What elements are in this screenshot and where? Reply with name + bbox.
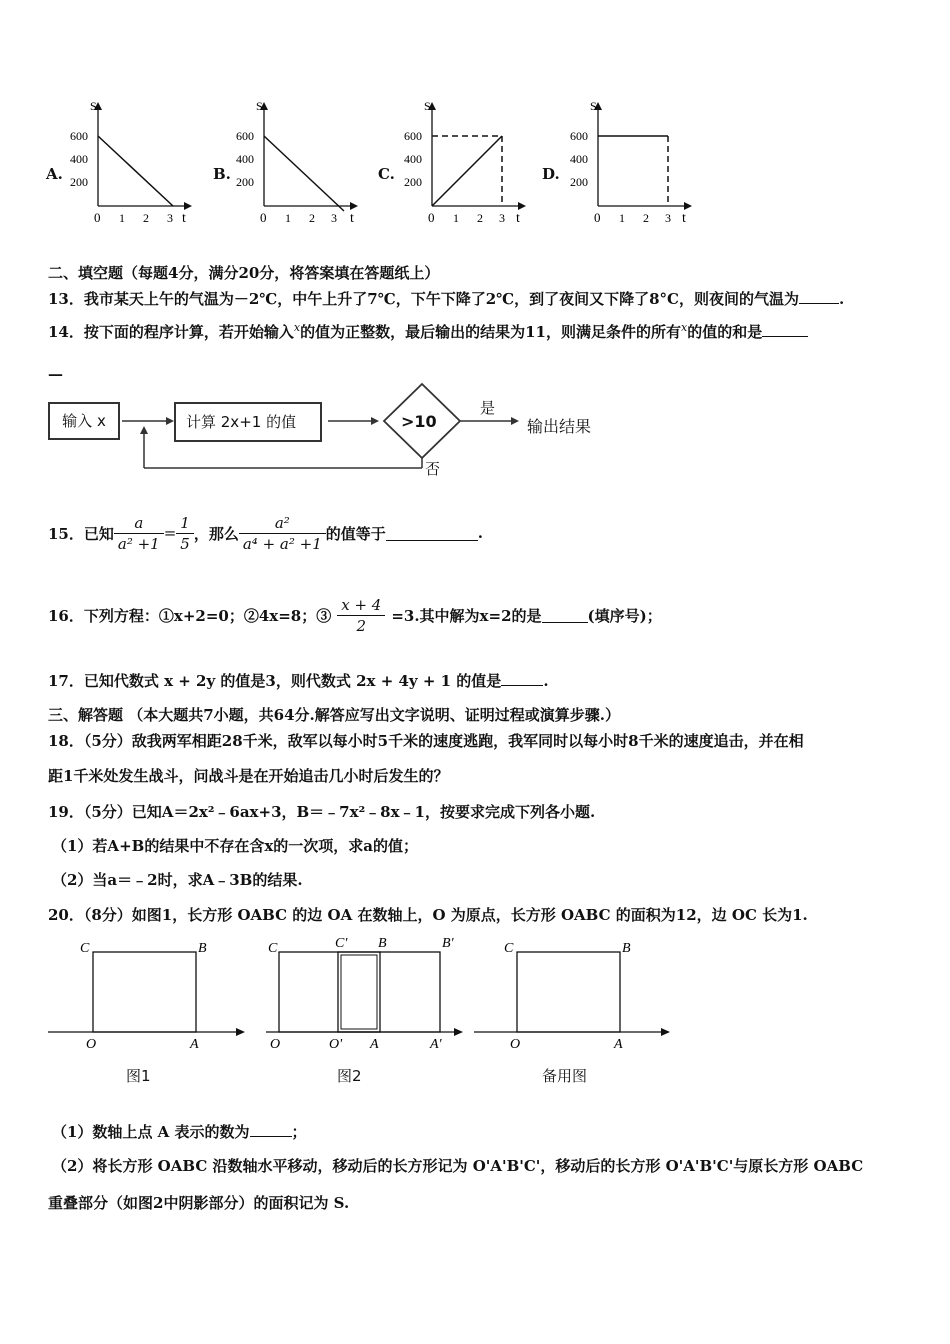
label-c-prime: C' xyxy=(335,936,348,951)
option-b-label: B. xyxy=(213,165,231,183)
axis-s: S xyxy=(590,99,597,113)
q14-part1: 14．按下面的程序计算，若开始输入 xyxy=(48,323,294,341)
q20-part2-line1: （2）将长方形 OABC 沿数轴水平移动，移动后的长方形记为 O'A'B'C'，移动后的长方形 O'A'B'C'与原长方形 OABC xyxy=(52,1157,864,1175)
question-16 xyxy=(48,585,662,645)
question-15 xyxy=(48,503,483,563)
q15-eq: = xyxy=(163,524,177,542)
flow-input-box: 输入 x xyxy=(48,402,120,440)
q16-fraction: $\frac{x + 4}{2}$ xyxy=(337,595,385,636)
answer-blank xyxy=(799,289,839,304)
option-d-label: D. xyxy=(542,165,560,183)
q15-tail: . xyxy=(477,524,484,542)
q20-part2-line2: 重叠部分（如图2中阴影部分）的面积记为 S. xyxy=(48,1194,350,1212)
answer-blank xyxy=(501,671,543,686)
q19-part1: （1）若A+B的结果中不存在含x的一次项，求a的值； xyxy=(52,837,418,855)
q19-line1: 19．（5分）已知A＝2x²﹣6ax+3，B＝﹣7x²﹣8x﹣1，按要求完成下列各小题. xyxy=(48,803,596,821)
tick-0: 0 xyxy=(94,210,101,225)
tick-400: 400 xyxy=(404,152,422,166)
graph-c xyxy=(402,98,532,230)
answer-blank xyxy=(250,1122,292,1137)
tick-3: 3 xyxy=(331,211,337,225)
flow-yes: 是 xyxy=(480,399,496,417)
fig2-rect-moved xyxy=(338,952,440,1032)
label-a-prime: A' xyxy=(430,1037,442,1052)
q16-suffix: =3.其中解为x=2的是 xyxy=(391,606,542,625)
tick-3: 3 xyxy=(665,211,671,225)
q14-part2: 的值为正整数，最后输出的结果为11，则满足条件的所有 xyxy=(300,323,681,341)
label-c: C xyxy=(268,941,278,956)
label-b: B xyxy=(198,941,207,956)
tick-400: 400 xyxy=(570,152,588,166)
tick-1: 1 xyxy=(453,211,459,225)
flow-output: 输出结果 xyxy=(527,417,592,436)
label-o: O xyxy=(86,1037,97,1052)
q14-continuation: — xyxy=(48,365,63,383)
axis-s: S xyxy=(90,99,97,113)
label-b: B xyxy=(378,936,387,951)
label-a: A xyxy=(614,1037,623,1052)
tick-2: 2 xyxy=(309,211,315,225)
q16-tail: (填序号)； xyxy=(587,606,662,625)
q14-var-x2: x xyxy=(681,321,688,334)
q17-tail: . xyxy=(543,672,549,690)
tick-2: 2 xyxy=(643,211,649,225)
fig3-caption: 备用图 xyxy=(542,1067,588,1085)
q19-part2: （2）当a＝﹣2时，求A﹣3B的结果. xyxy=(52,871,303,889)
answer-blank xyxy=(762,322,808,337)
label-b-prime: B' xyxy=(442,936,454,951)
tick-1: 1 xyxy=(119,211,125,225)
q20-part1 xyxy=(52,1121,307,1142)
option-c-label: C. xyxy=(378,165,395,183)
tick-2: 2 xyxy=(143,211,149,225)
q15-suffix: 的值等于 xyxy=(325,524,386,543)
tick-2: 2 xyxy=(477,211,483,225)
q18-line1: 18．（5分）敌我两军相距28千米，敌军以每小时5千米的速度逃跑，我军同时以每小时8千米的速度追击，并在相 xyxy=(48,732,804,750)
tick-600: 600 xyxy=(70,129,88,143)
tick-1: 1 xyxy=(285,211,291,225)
q16-prefix: 16．下列方程：①x+2=0；②4x=8；③ xyxy=(48,606,332,625)
label-a: A xyxy=(190,1037,199,1052)
fig2-caption: 图2 xyxy=(337,1067,362,1085)
q18-line2: 距1千米处发生战斗，问战斗是在开始追击几小时后发生的？ xyxy=(48,767,449,785)
fig2-rect-original xyxy=(279,952,380,1032)
q20-line1: 20．（8分）如图1，长方形 OABC 的边 OA 在数轴上，O 为原点，长方形 OABC 的面积为12，边 OC 长为1. xyxy=(48,906,808,924)
q20-part1-tail: ； xyxy=(291,1123,307,1141)
tick-600: 600 xyxy=(570,129,588,143)
label-c: C xyxy=(80,941,90,956)
tick-600: 600 xyxy=(404,129,422,143)
axis-t: t xyxy=(182,211,186,226)
q13-tail: . xyxy=(839,290,845,308)
tick-0: 0 xyxy=(260,210,267,225)
fig2-overlap xyxy=(341,955,377,1029)
q20-part1-text: （1）数轴上点 A 表示的数为 xyxy=(52,1123,250,1141)
q15-fraction-1: $\frac{a}{\text{a² +1}}$ xyxy=(114,513,164,554)
tick-400: 400 xyxy=(70,152,88,166)
label-o: O xyxy=(510,1037,521,1052)
label-a: A xyxy=(370,1037,379,1052)
label-o-prime: O' xyxy=(329,1037,343,1052)
axis-t: t xyxy=(682,211,686,226)
tick-200: 200 xyxy=(236,175,254,189)
graph-b xyxy=(234,98,364,230)
fig1-rect xyxy=(93,952,196,1032)
q15-fraction-2: $\frac{1}{5}$ xyxy=(176,513,194,554)
axis-t: t xyxy=(350,211,354,226)
flow-no: 否 xyxy=(425,460,441,478)
tick-0: 0 xyxy=(594,210,601,225)
answer-blank xyxy=(542,608,588,623)
fig1-caption: 图1 xyxy=(126,1067,151,1085)
q13-text: 13．我市某天上午的气温为－2℃，中午上升了7℃，下午下降了2℃，到了夜间又下降了8°C，则夜间的气温为 xyxy=(48,290,799,308)
question-14 xyxy=(48,321,808,342)
graph-d xyxy=(568,98,698,230)
tick-1: 1 xyxy=(619,211,625,225)
tick-400: 400 xyxy=(236,152,254,166)
axis-s: S xyxy=(424,99,431,113)
flow-condition: >10 xyxy=(401,412,437,431)
q20-figures xyxy=(40,930,680,1060)
graph-a xyxy=(68,98,198,230)
tick-3: 3 xyxy=(499,211,505,225)
tick-200: 200 xyxy=(404,175,422,189)
q15-mid: ，那么 xyxy=(193,524,239,543)
tick-0: 0 xyxy=(428,210,435,225)
q15-prefix: 15．已知 xyxy=(48,524,114,543)
label-c: C xyxy=(504,941,514,956)
tick-200: 200 xyxy=(70,175,88,189)
flow-compute-box: 计算 2x+1 的值 xyxy=(174,402,322,442)
label-o: O xyxy=(270,1037,281,1052)
q17-text: 17．已知代数式 x + 2y 的值是3，则代数式 2x + 4y + 1 的值是 xyxy=(48,672,502,690)
q14-var-x: x xyxy=(293,321,301,334)
label-b: B xyxy=(622,941,631,956)
tick-200: 200 xyxy=(570,175,588,189)
axis-s: S xyxy=(256,99,263,113)
fig3-rect xyxy=(517,952,620,1032)
question-13 xyxy=(48,288,844,309)
q15-fraction-3: $\frac{\text{a²}}{\text{a⁴ + a² +1}}$ xyxy=(239,513,326,554)
section3-heading: 三、解答题 （本大题共7小题，共64分.解答应写出文字说明、证明过程或演算步骤.） xyxy=(48,706,620,724)
q14-part3: 的值的和是 xyxy=(687,323,763,341)
question-17 xyxy=(48,670,549,691)
tick-600: 600 xyxy=(236,129,254,143)
section2-heading: 二、填空题（每题4分，满分20分，将答案填在答题纸上） xyxy=(48,264,440,282)
tick-3: 3 xyxy=(167,211,173,225)
answer-blank xyxy=(386,526,478,541)
axis-t: t xyxy=(516,211,520,226)
option-a-label: A. xyxy=(46,165,63,183)
